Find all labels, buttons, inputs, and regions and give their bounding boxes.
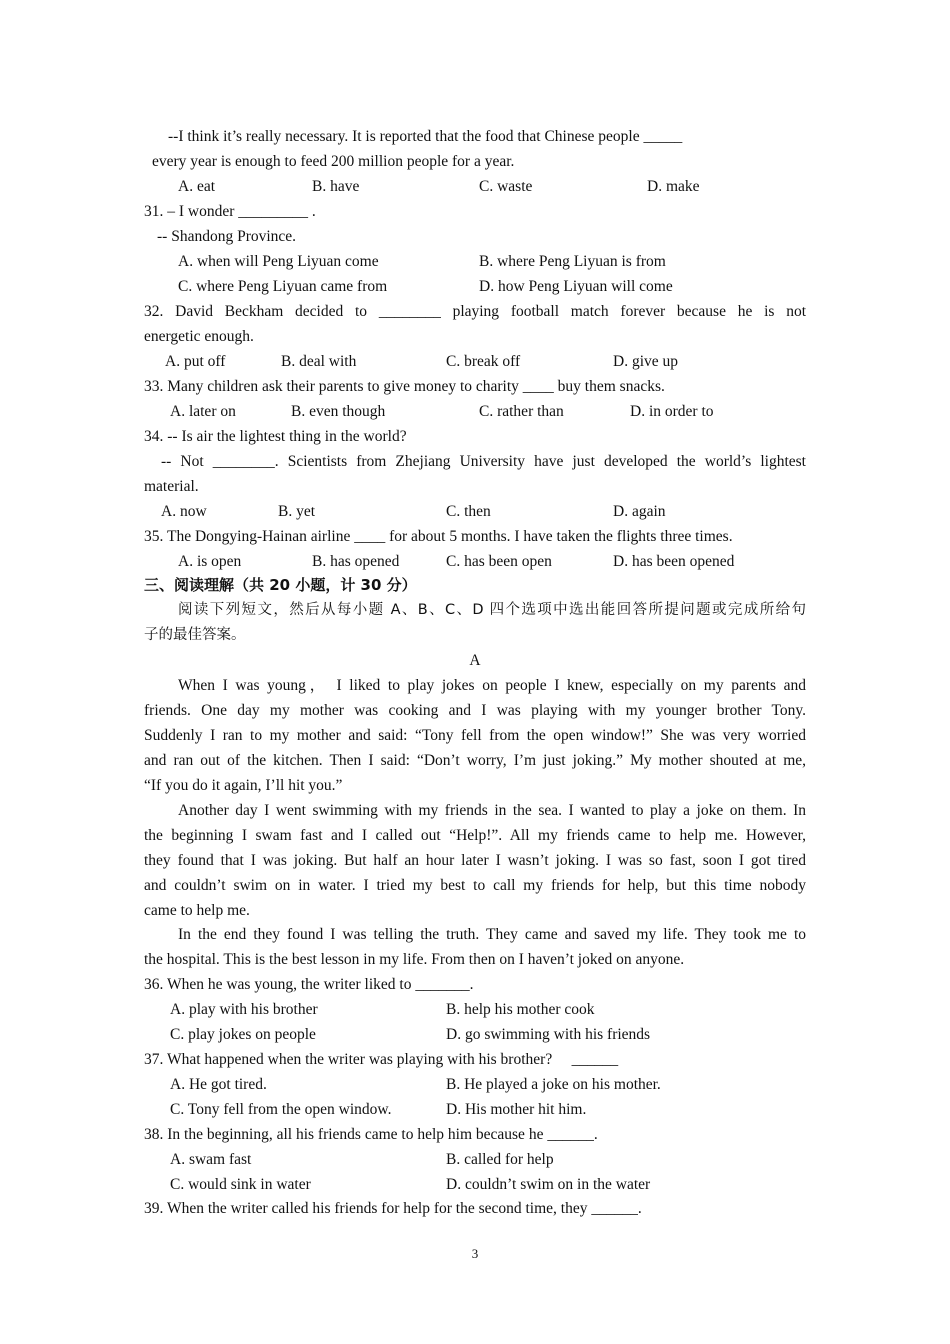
- q32-line1: 32. David Beckham decided to ________ playing football match forever because he is not: [144, 303, 806, 320]
- q34-option-c: C. then: [446, 503, 491, 520]
- q37-stem: 37. What happened when the writer was playing with his brother? ______: [144, 1051, 619, 1068]
- q33-option-b: B. even though: [291, 403, 386, 420]
- q34-option-a: A. now: [161, 503, 207, 520]
- passage-line: the beginning I swam fast and I called out “Help!”. All my friends came to help me. However,: [144, 827, 806, 844]
- q33-stem: 33. Many children ask their parents to give money to charity ____ buy them snacks.: [144, 378, 665, 395]
- passage-line: and couldn’t swim on in water. I tried my best to call my friends for help, but this time nobody: [144, 877, 806, 894]
- q30-option-d: D. make: [647, 178, 700, 195]
- q38-stem: 38. In the beginning, all his friends came to help him because he ______.: [144, 1126, 598, 1143]
- q31-option-c: C. where Peng Liyuan came from: [178, 278, 388, 295]
- q36-option-b: B. help his mother cook: [446, 1001, 595, 1018]
- passage-line: When I was young， I liked to play jokes on people I knew, especially on my parents and: [178, 677, 806, 694]
- q37-option-d: D. His mother hit him.: [446, 1101, 587, 1118]
- passage-line: they found that I was joking. But half an hour later I wasn’t joking. I was so fast, soon I got tired: [144, 852, 806, 869]
- q32-line2: energetic enough.: [144, 328, 254, 345]
- q36-option-a: A. play with his brother: [170, 1001, 318, 1018]
- passage-line: and ran out of the kitchen. Then I said: “Don’t worry, I’m just joking.” My mother shouted at me,: [144, 752, 806, 769]
- q31-option-b: B. where Peng Liyuan is from: [479, 253, 666, 270]
- q38-option-a: A. swam fast: [170, 1151, 252, 1168]
- q34-option-b: B. yet: [278, 503, 316, 520]
- q34-line3: material.: [144, 478, 199, 495]
- q34-stem: 34. -- Is air the lightest thing in the world?: [144, 428, 407, 445]
- q32-option-d: D. give up: [613, 353, 679, 370]
- page-number: 3: [471, 1246, 479, 1261]
- q32-option-c: C. break off: [446, 353, 521, 370]
- q35-option-b: B. has opened: [312, 553, 400, 570]
- q39-stem: 39. When the writer called his friends for help for the second time, they ______.: [144, 1200, 642, 1217]
- q37-option-b: B. He played a joke on his mother.: [446, 1076, 661, 1093]
- q34-option-d: D. again: [613, 503, 666, 520]
- q30-option-b: B. have: [312, 178, 360, 195]
- q33-option-c: C. rather than: [479, 403, 564, 420]
- passage-line: friends. One day my mother was cooking and I was playing with my younger brother Tony.: [144, 702, 806, 719]
- q35-stem: 35. The Dongying-Hainan airline ____ for about 5 months. I have taken the flights three times.: [144, 528, 733, 545]
- q38-option-b: B. called for help: [446, 1151, 554, 1168]
- passage-line: the hospital. This is the best lesson in my life. From then on I haven’t joked on anyone.: [144, 951, 685, 968]
- q31-reply: -- Shandong Province.: [157, 228, 297, 245]
- passage-line: came to help me.: [144, 902, 250, 919]
- passage-line: In the end they found I was telling the truth. They came and saved my life. They took me to: [178, 926, 806, 943]
- q33-option-d: D. in order to: [630, 403, 714, 420]
- section-heading: 三、阅读理解（共 20 小题，计 30 分）: [144, 576, 417, 594]
- q36-stem: 36. When he was young, the writer liked to _______.: [144, 976, 474, 993]
- passage-line: Another day I went swimming with my friends in the sea. I wanted to play a joke on them. In: [178, 802, 806, 819]
- section-instructions-line1: 阅读下列短文，然后从每小题 A、B、C、D 四个选项中选出能回答所提问题或完成所给句: [178, 602, 806, 618]
- section-instructions-line2: 子的最佳答案。: [144, 627, 246, 643]
- q36-option-d: D. go swimming with his friends: [446, 1026, 651, 1043]
- passage-line: “If you do it again, I’ll hit you.”: [144, 777, 343, 794]
- q33-option-a: A. later on: [170, 403, 236, 420]
- q36-option-c: C. play jokes on people: [170, 1026, 316, 1043]
- q31-stem: 31. – I wonder _________ .: [144, 203, 316, 220]
- q32-option-a: A. put off: [165, 353, 226, 370]
- passage-line: Suddenly I ran to my mother and said: “Tony fell from the open window!” She was very worried: [144, 727, 806, 744]
- q30-option-a: A. eat: [178, 178, 216, 195]
- q30-line1: --I think it’s really necessary. It is reported that the food that Chinese people _____: [168, 128, 683, 145]
- q32-option-b: B. deal with: [281, 353, 357, 370]
- q34-line2: -- Not ________. Scientists from Zhejiang University have just developed the world’s lightest: [161, 453, 806, 470]
- q38-option-c: C. would sink in water: [170, 1176, 311, 1193]
- q37-option-c: C. Tony fell from the open window.: [170, 1101, 392, 1118]
- q31-option-d: D. how Peng Liyuan will come: [479, 278, 673, 295]
- q35-option-d: D. has been opened: [613, 553, 735, 570]
- q35-option-c: C. has been open: [446, 553, 552, 570]
- q37-option-a: A. He got tired.: [170, 1076, 267, 1093]
- passage-title: A: [469, 652, 481, 669]
- q30-option-c: C. waste: [479, 178, 533, 195]
- q31-option-a: A. when will Peng Liyuan come: [178, 253, 379, 270]
- q35-option-a: A. is open: [178, 553, 242, 570]
- q30-line2: every year is enough to feed 200 million people for a year.: [152, 153, 515, 170]
- q38-option-d: D. couldn’t swim on in the water: [446, 1176, 651, 1193]
